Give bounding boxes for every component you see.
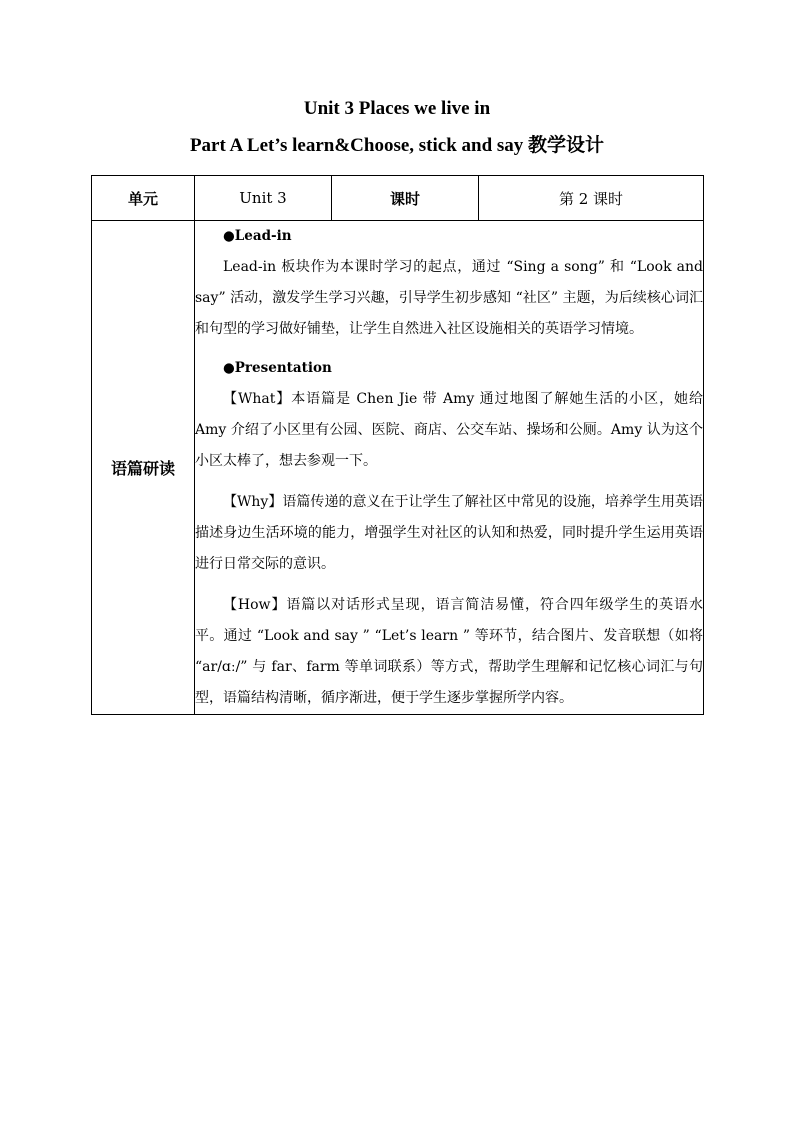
period-label-cell: 课时 [332,176,479,221]
unit-label-cell: 单元 [92,176,195,221]
leadin-paragraph: Lead-in 板块作为本课时学习的起点，通过 “Sing a song” 和 “Look and say” 活动，激发学生学习兴趣，引导学生初步感知 “社区” 主题，为后续核心词汇和句型的学习做好铺垫，让学生自然进入社区设施相关的英语学习情境。 [195,259,703,337]
table-header-row [92,176,704,221]
document-subtitle: Part A Let’s learn&Choose, stick and say 教学设计 [189,135,605,156]
leadin-heading: ●Lead-in [223,228,292,244]
unit-value-cell: Unit 3 [195,176,332,221]
what-paragraph: 【What】本语篇是 Chen Jie 带 Amy 通过地图了解她生活的小区，她给 Amy 介绍了小区里有公园、医院、商店、公交车站、操场和公厕。Amy 认为这个小区太棒了，想去参观一下。 [195,391,703,469]
text-analysis-row [92,221,704,715]
document-title: Unit 3 Places we live in [303,98,491,119]
period-value-cell: 第 2 课时 [479,176,704,221]
section-label-cell: 语篇研读 [92,221,195,715]
lesson-table [91,175,704,715]
text-analysis-content [195,221,704,715]
presentation-heading: ●Presentation [223,360,332,376]
how-paragraph: 【How】语篇以对话形式呈现，语言简洁易懂，符合四年级学生的英语水平。通过 “Look and say ” “Let’s learn ” 等环节，结合图片、发音联想（如将 “ar/ɑː/” 与 far、farm 等单词联系）等方式，帮助学生理解和记忆核心词汇与句型，语篇结构清晰，循序渐进，便于学生逐步掌握所学内容。 [195,597,703,706]
why-paragraph: 【Why】语篇传递的意义在于让学生了解社区中常见的设施，培养学生用英语描述身边生活环境的能力，增强学生对社区的认知和热爱，同时提升学生运用英语进行日常交际的意识。 [195,494,703,572]
